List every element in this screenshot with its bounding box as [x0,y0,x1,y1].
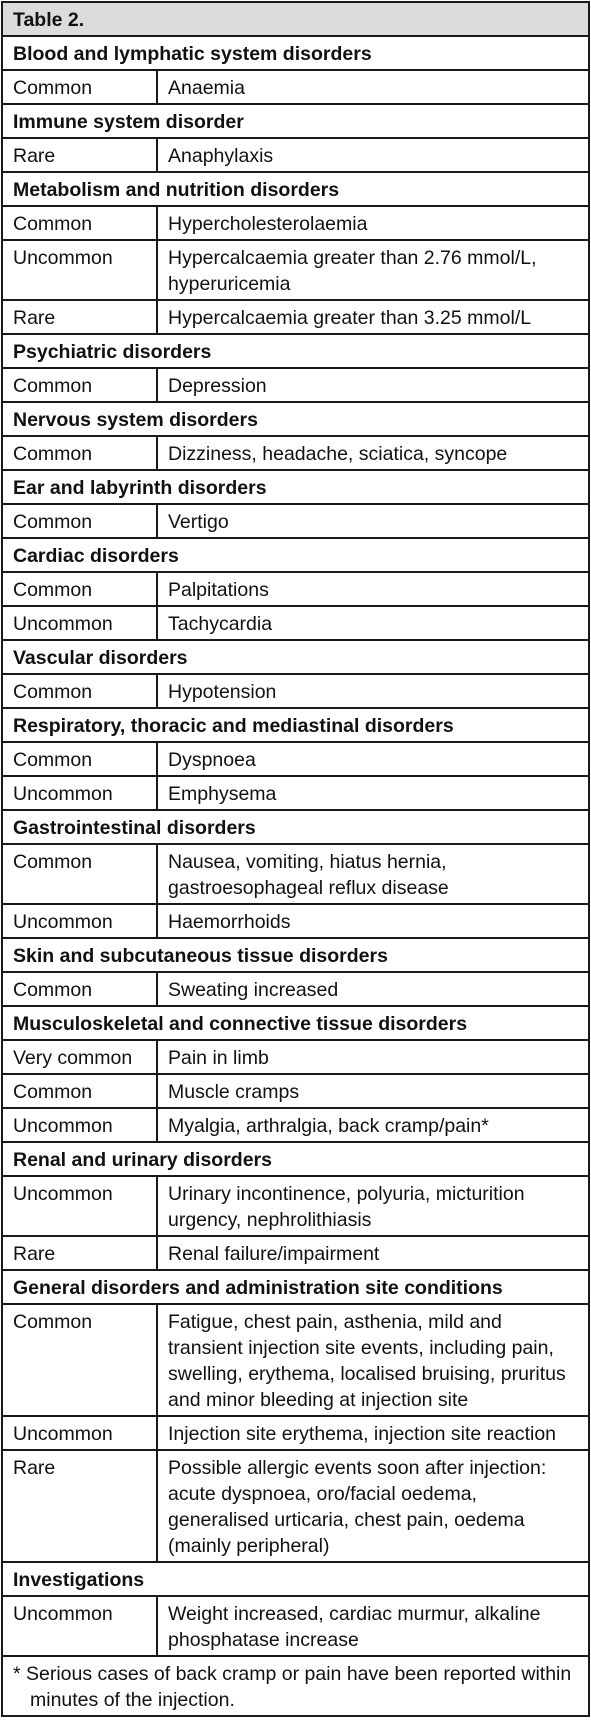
section-heading: Psychiatric disorders [2,334,589,368]
reaction-cell: Nausea, vomiting, hiatus hernia, gastroesophageal reflux disease [157,844,589,904]
section-row [2,104,589,138]
table-row [2,1176,589,1236]
frequency-cell: Common [2,1074,157,1108]
section-row [2,708,589,742]
reaction-cell: Possible allergic events soon after injection: acute dyspnoea, oro/facial oedema, generalised urticaria, chest pain, oedema (mainly peripheral) [157,1450,589,1562]
frequency-cell: Rare [2,300,157,334]
section-heading: Vascular disorders [2,640,589,674]
reaction-cell: Emphysema [157,776,589,810]
reaction-cell: Sweating increased [157,972,589,1006]
section-heading: Musculoskeletal and connective tissue disorders [2,1006,589,1040]
reaction-cell: Vertigo [157,504,589,538]
reaction-cell: Renal failure/impairment [157,1236,589,1270]
section-heading: Immune system disorder [2,104,589,138]
frequency-cell: Uncommon [2,1108,157,1142]
section-row [2,1270,589,1304]
frequency-cell: Uncommon [2,606,157,640]
section-row [2,538,589,572]
section-row [2,1006,589,1040]
reaction-cell: Hypotension [157,674,589,708]
reaction-cell: Tachycardia [157,606,589,640]
frequency-cell: Common [2,844,157,904]
reaction-cell: Anaemia [157,70,589,104]
reaction-cell: Hypercalcaemia greater than 2.76 mmol/L, hyperuricemia [157,240,589,300]
reaction-cell: Palpitations [157,572,589,606]
frequency-cell: Uncommon [2,776,157,810]
table-title: Table 2. [2,2,589,36]
table-row [2,606,589,640]
frequency-cell: Common [2,206,157,240]
section-row [2,1142,589,1176]
footnote-row [2,1656,589,1716]
section-row [2,938,589,972]
reaction-cell: Pain in limb [157,1040,589,1074]
section-heading: Investigations [2,1562,589,1596]
reaction-cell: Haemorrhoids [157,904,589,938]
table-row [2,1450,589,1562]
section-heading: Cardiac disorders [2,538,589,572]
frequency-cell: Uncommon [2,240,157,300]
frequency-cell: Rare [2,1236,157,1270]
table-row [2,368,589,402]
table-row [2,300,589,334]
frequency-cell: Common [2,674,157,708]
frequency-cell: Very common [2,1040,157,1074]
frequency-cell: Uncommon [2,1596,157,1656]
section-row [2,640,589,674]
section-row [2,402,589,436]
frequency-cell: Common [2,1304,157,1416]
table-row [2,436,589,470]
section-heading: Metabolism and nutrition disorders [2,172,589,206]
section-heading: Ear and labyrinth disorders [2,470,589,504]
frequency-cell: Common [2,972,157,1006]
section-heading: Blood and lymphatic system disorders [2,36,589,70]
frequency-cell: Common [2,572,157,606]
reaction-cell: Hypercalcaemia greater than 3.25 mmol/L [157,300,589,334]
reaction-cell: Hypercholesterolaemia [157,206,589,240]
table-row [2,206,589,240]
table-row [2,1596,589,1656]
table-row [2,776,589,810]
section-row [2,172,589,206]
section-heading: Respiratory, thoracic and mediastinal disorders [2,708,589,742]
adverse-reactions-table [1,1,590,1717]
table-row [2,1074,589,1108]
reaction-cell: Fatigue, chest pain, asthenia, mild and transient injection site events, including pain, swelling, erythema, localised bruising, pruritus and minor bleeding at injection site [157,1304,589,1416]
reaction-cell: Weight increased, cardiac murmur, alkaline phosphatase increase [157,1596,589,1656]
table-title-row [2,2,589,36]
table-row [2,70,589,104]
section-row [2,36,589,70]
footnote-text: * Serious cases of back cramp or pain have been reported within minutes of the injection. [13,1663,572,1711]
table-row [2,742,589,776]
frequency-cell: Common [2,368,157,402]
table-row [2,972,589,1006]
table-row [2,1416,589,1450]
frequency-cell: Uncommon [2,1416,157,1450]
table-row [2,844,589,904]
section-heading: General disorders and administration site conditions [2,1270,589,1304]
reaction-cell: Myalgia, arthralgia, back cramp/pain* [157,1108,589,1142]
section-heading: Gastrointestinal disorders [2,810,589,844]
table-row [2,904,589,938]
table-row [2,504,589,538]
table-row [2,572,589,606]
section-heading: Skin and subcutaneous tissue disorders [2,938,589,972]
frequency-cell: Uncommon [2,904,157,938]
reaction-cell: Muscle cramps [157,1074,589,1108]
reaction-cell: Depression [157,368,589,402]
section-heading: Renal and urinary disorders [2,1142,589,1176]
table-row [2,674,589,708]
table-row [2,240,589,300]
frequency-cell: Rare [2,1450,157,1562]
table-row [2,138,589,172]
frequency-cell: Common [2,70,157,104]
section-row [2,334,589,368]
section-heading: Nervous system disorders [2,402,589,436]
frequency-cell: Common [2,504,157,538]
reaction-cell: Urinary incontinence, polyuria, micturition urgency, nephrolithiasis [157,1176,589,1236]
frequency-cell: Rare [2,138,157,172]
table-row [2,1040,589,1074]
table-row [2,1108,589,1142]
section-row [2,1562,589,1596]
table-body [2,2,589,1716]
section-row [2,810,589,844]
reaction-cell: Dizziness, headache, sciatica, syncope [157,436,589,470]
reaction-cell: Anaphylaxis [157,138,589,172]
table-row [2,1236,589,1270]
footnote-cell [2,1656,589,1716]
frequency-cell: Common [2,742,157,776]
table-row [2,1304,589,1416]
reaction-cell: Injection site erythema, injection site reaction [157,1416,589,1450]
frequency-cell: Uncommon [2,1176,157,1236]
reaction-cell: Dyspnoea [157,742,589,776]
frequency-cell: Common [2,436,157,470]
section-row [2,470,589,504]
